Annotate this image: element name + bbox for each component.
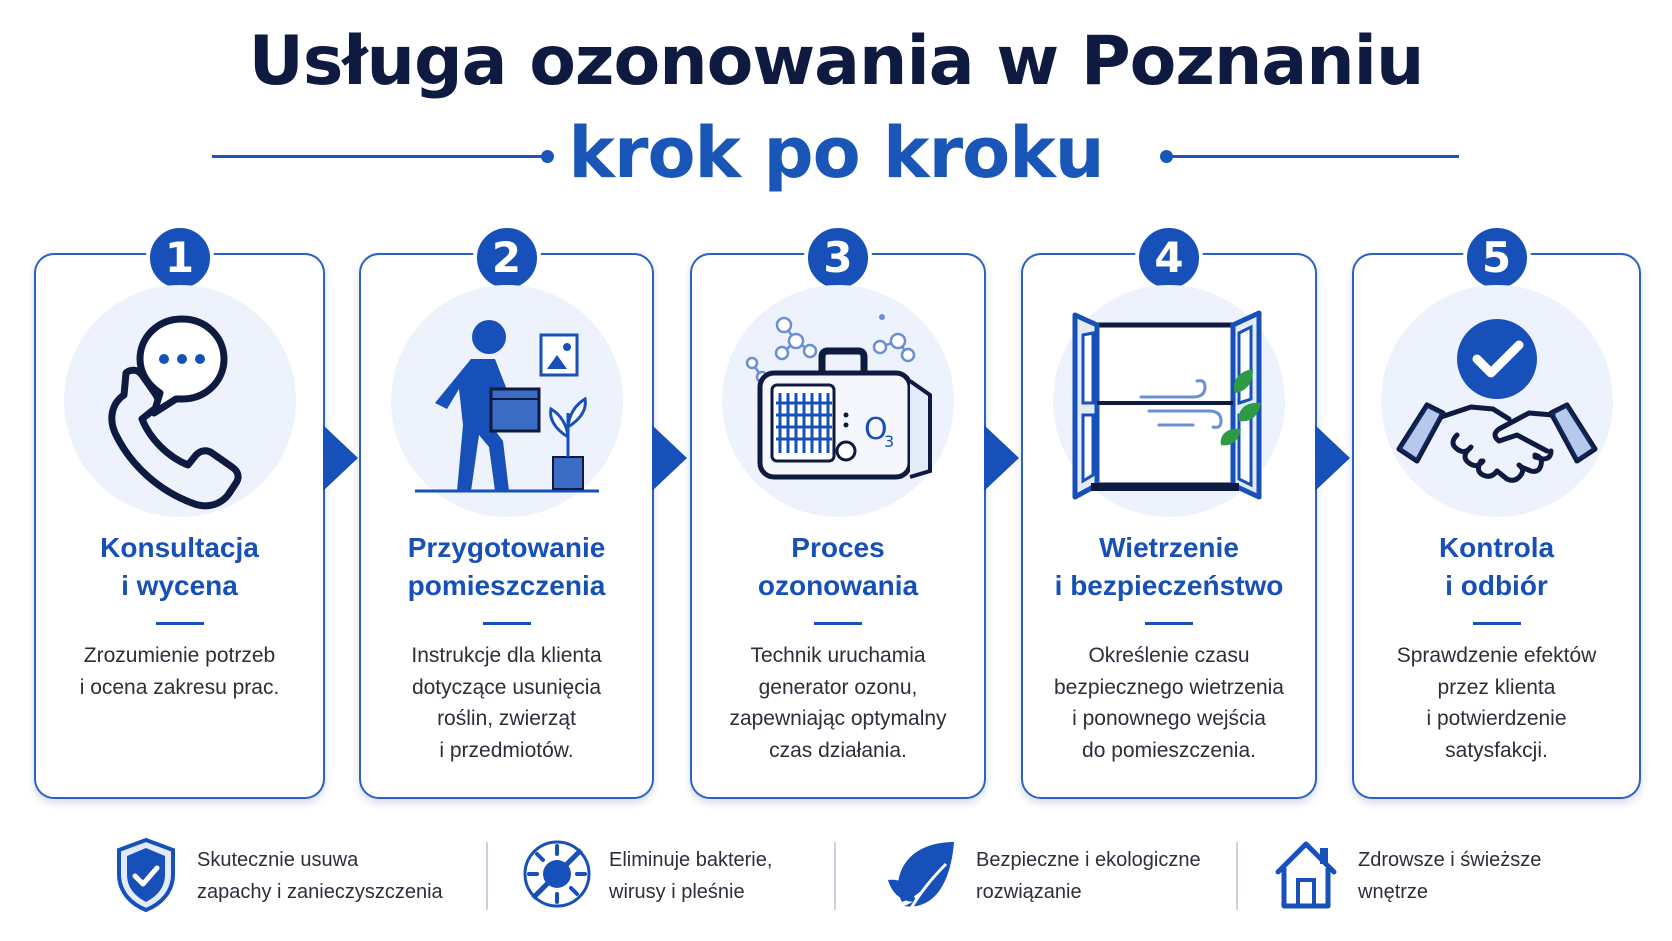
- arrow-2-3: [652, 425, 687, 491]
- benefit-separator: [1236, 842, 1238, 910]
- step-title: [36, 529, 323, 605]
- step-description: [369, 640, 644, 766]
- step-number-badge: 3: [804, 224, 872, 292]
- step-desc-line: i ocena zakresu prac.: [79, 675, 280, 699]
- page-subtitle: krok po kroku: [568, 112, 1104, 194]
- arrow-1-2: [323, 425, 358, 491]
- step-divider: [1145, 622, 1193, 625]
- step-title-line: Proces: [791, 532, 885, 563]
- step-title-line: Wietrzenie: [1099, 532, 1239, 563]
- step-divider: [1473, 622, 1521, 625]
- step-desc-line: czas działania.: [769, 738, 907, 762]
- step-desc-line: Zrozumienie potrzeb: [83, 644, 276, 667]
- ozone-label: O: [864, 412, 888, 447]
- step-title-line: pomieszczenia: [407, 570, 606, 601]
- virus-icon: [521, 836, 593, 912]
- benefit-healthier: [1272, 836, 1572, 916]
- ozone-subscript: 3: [884, 432, 895, 451]
- step-title: [361, 529, 652, 605]
- step-desc-line: roślin, zwierząt: [437, 707, 576, 730]
- step-card-1: [34, 233, 325, 799]
- step-card-3: [690, 233, 986, 799]
- step-divider: [483, 622, 531, 625]
- step-title-line: i bezpieczeństwo: [1054, 570, 1284, 601]
- ozone-generator-icon: [722, 285, 954, 517]
- step-description: [700, 640, 976, 766]
- phone-chat-icon: [64, 285, 296, 517]
- arrow-3-4: [984, 425, 1019, 491]
- step-description: [1031, 640, 1307, 766]
- step-card-4: [1021, 233, 1317, 799]
- step-desc-line: i ponownego wejścia: [1072, 707, 1266, 730]
- step-desc-line: zapewniając optymalny: [729, 707, 947, 730]
- step-title: [1354, 529, 1639, 605]
- step-number-badge: 2: [473, 224, 541, 292]
- step-number-badge: 5: [1463, 224, 1531, 292]
- benefit-ecological: [884, 836, 1224, 916]
- step-description: [1362, 640, 1631, 766]
- benefit-text: [1358, 844, 1541, 908]
- step-desc-line: przez klienta: [1437, 675, 1556, 699]
- step-desc-line: satysfakcji.: [1445, 738, 1548, 762]
- benefit-line: Bezpieczne i ekologiczne: [976, 849, 1201, 871]
- step-title: [692, 529, 984, 605]
- step-title: [1023, 529, 1315, 605]
- benefit-text: [197, 844, 443, 908]
- handshake-check-icon: [1381, 285, 1613, 517]
- step-title-line: Konsultacja: [100, 532, 259, 563]
- subtitle-rule-right: [1172, 155, 1459, 158]
- step-desc-line: generator ozonu,: [758, 675, 918, 699]
- step-title-line: i odbiór: [1445, 570, 1548, 601]
- step-desc-line: dotyczące usunięcia: [411, 675, 602, 699]
- step-title-line: ozonowania: [757, 570, 919, 601]
- benefit-separator: [834, 842, 836, 910]
- benefit-line: rozwiązanie: [976, 881, 1082, 903]
- benefit-line: Skutecznie usuwa: [197, 849, 359, 871]
- arrow-4-5: [1315, 425, 1350, 491]
- step-title-line: Przygotowanie: [407, 532, 606, 563]
- subtitle-row: [0, 112, 1672, 202]
- step-card-2: [359, 233, 654, 799]
- step-title-line: i wycena: [121, 570, 238, 601]
- step-desc-line: Instrukcje dla klienta: [411, 644, 602, 667]
- benefit-separator: [486, 842, 488, 910]
- open-window-icon: [1053, 285, 1285, 517]
- benefit-line: wnętrze: [1358, 881, 1429, 903]
- step-desc-line: i potwierdzenie: [1426, 707, 1567, 730]
- benefit-line: wirusy i pleśnie: [609, 881, 745, 903]
- house-icon: [1272, 836, 1340, 912]
- step-divider: [814, 622, 862, 625]
- step-description: [44, 640, 315, 703]
- step-desc-line: Sprawdzenie efektów: [1396, 644, 1597, 667]
- step-number-badge: 1: [146, 224, 214, 292]
- step-desc-line: Określenie czasu: [1088, 644, 1250, 667]
- benefit-text: [976, 844, 1201, 908]
- person-moving-box-icon: [391, 285, 623, 517]
- shield-check-icon: [113, 836, 179, 914]
- step-desc-line: do pomieszczenia.: [1082, 738, 1256, 762]
- benefit-text: [609, 844, 772, 908]
- step-title-line: Kontrola: [1438, 532, 1555, 563]
- benefit-line: Eliminuje bakterie,: [609, 849, 773, 871]
- step-number-badge: 4: [1135, 224, 1203, 292]
- step-desc-line: i przedmiotów.: [439, 738, 574, 762]
- page-title: Usługa ozonowania w Poznaniu: [248, 22, 1424, 101]
- benefit-line: zapachy i zanieczyszczenia: [197, 881, 443, 903]
- step-desc-line: bezpiecznego wietrzenia: [1054, 675, 1284, 699]
- step-divider: [156, 622, 204, 625]
- benefit-line: Zdrowsze i świeższe: [1358, 849, 1542, 871]
- benefit-odors: [113, 836, 473, 916]
- leaf-icon: [884, 836, 958, 914]
- benefit-bacteria: [521, 836, 821, 916]
- step-desc-line: Technik uruchamia: [750, 644, 926, 667]
- step-card-5: [1352, 233, 1641, 799]
